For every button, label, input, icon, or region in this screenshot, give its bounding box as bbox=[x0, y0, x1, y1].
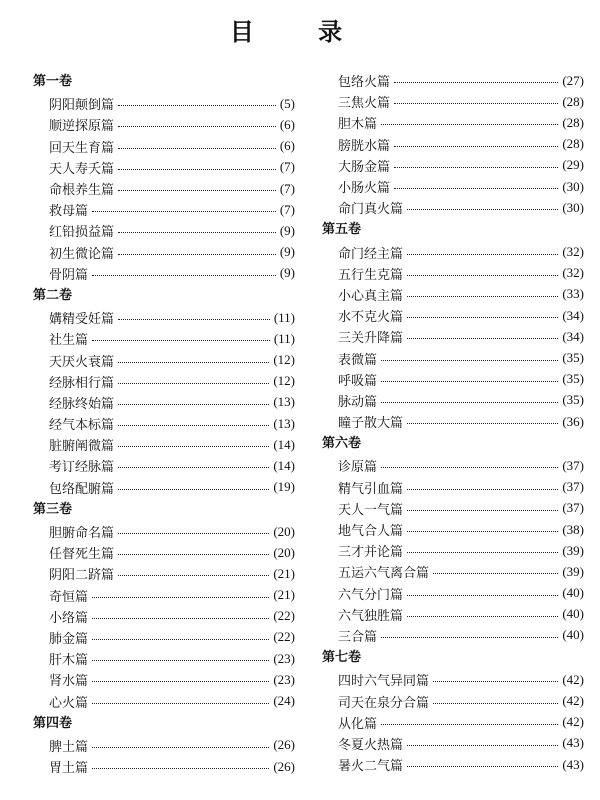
entry-title: 三合篇 bbox=[338, 629, 378, 645]
volume-heading: 第四卷 bbox=[33, 715, 73, 731]
entry-page-number: (22) bbox=[273, 608, 295, 624]
entry-page-number: (38) bbox=[562, 521, 584, 537]
dot-leader bbox=[118, 105, 276, 106]
entry-title: 肺金篇 bbox=[49, 631, 89, 647]
entry-title: 命门真火篇 bbox=[338, 202, 404, 218]
dot-leader bbox=[92, 597, 269, 598]
entry-page-number: (42) bbox=[562, 693, 584, 709]
entry-title: 命门经主篇 bbox=[338, 246, 404, 262]
dot-leader bbox=[381, 467, 558, 468]
entry-page-number: (37) bbox=[562, 500, 584, 516]
toc-entry bbox=[33, 307, 295, 328]
dot-leader bbox=[407, 209, 558, 210]
entry-page-number: (43) bbox=[562, 735, 584, 751]
toc-entry bbox=[33, 455, 295, 476]
entry-title: 呼吸篇 bbox=[338, 373, 378, 389]
entry-title: 心火篇 bbox=[49, 695, 89, 711]
toc-entry bbox=[322, 733, 584, 754]
entry-title: 五运六气离合篇 bbox=[338, 566, 430, 582]
entry-title: 脉动篇 bbox=[338, 394, 378, 410]
entry-page-number: (28) bbox=[562, 93, 584, 109]
entry-title: 天厌火衰篇 bbox=[49, 354, 115, 370]
entry-title: 三才并论篇 bbox=[338, 545, 404, 561]
entry-title: 回天生育篇 bbox=[49, 140, 115, 156]
entry-page-number: (7) bbox=[279, 159, 295, 175]
volume-heading: 第二卷 bbox=[33, 287, 73, 303]
entry-page-number: (42) bbox=[562, 714, 584, 730]
entry-title: 六气独胜篇 bbox=[338, 608, 404, 624]
entry-title: 命根养生篇 bbox=[49, 183, 115, 199]
dot-leader bbox=[407, 489, 558, 490]
toc-entry bbox=[33, 756, 295, 777]
entry-title: 天人一气篇 bbox=[338, 502, 404, 518]
entry-title: 阴阳二跻篇 bbox=[49, 568, 115, 584]
dot-leader bbox=[118, 148, 276, 149]
toc-entry bbox=[322, 242, 584, 263]
entry-page-number: (32) bbox=[562, 244, 584, 260]
dot-leader bbox=[433, 681, 558, 682]
volume-heading: 第五卷 bbox=[322, 222, 362, 238]
dot-leader bbox=[118, 254, 276, 255]
toc-entry bbox=[33, 477, 295, 498]
entry-page-number: (23) bbox=[273, 650, 295, 666]
toc-entry bbox=[33, 413, 295, 434]
entry-page-number: (24) bbox=[273, 693, 295, 709]
entry-page-number: (13) bbox=[273, 394, 295, 410]
dot-leader bbox=[381, 724, 558, 725]
toc-entry bbox=[33, 93, 295, 114]
entry-page-number: (26) bbox=[273, 758, 295, 774]
entry-page-number: (6) bbox=[279, 138, 295, 154]
dot-leader bbox=[118, 232, 276, 233]
entry-page-number: (43) bbox=[562, 756, 584, 772]
volume-heading: 第一卷 bbox=[33, 74, 73, 89]
entry-title: 脏腑阐微篇 bbox=[49, 439, 115, 455]
toc-entry bbox=[33, 542, 295, 563]
dot-leader bbox=[394, 167, 558, 168]
dot-leader bbox=[118, 169, 276, 170]
entry-page-number: (12) bbox=[273, 373, 295, 389]
entry-page-number: (7) bbox=[279, 201, 295, 217]
toc-entry bbox=[322, 305, 584, 326]
dot-leader bbox=[92, 639, 269, 640]
entry-page-number: (35) bbox=[562, 350, 584, 366]
entry-page-number: (9) bbox=[279, 244, 295, 260]
entry-page-number: (40) bbox=[562, 585, 584, 601]
toc-entry bbox=[322, 326, 584, 347]
entry-title: 救母篇 bbox=[49, 204, 89, 220]
entry-title: 小心真主篇 bbox=[338, 288, 404, 304]
entry-page-number: (32) bbox=[562, 265, 584, 281]
entry-title: 包络火篇 bbox=[338, 75, 391, 91]
toc-entry bbox=[322, 625, 584, 646]
entry-page-number: (40) bbox=[562, 606, 584, 622]
entry-title: 水不克火篇 bbox=[338, 310, 404, 326]
volume-heading: 第六卷 bbox=[322, 436, 362, 452]
entry-page-number: (23) bbox=[273, 671, 295, 687]
entry-title: 包络配腑篇 bbox=[49, 481, 115, 497]
toc-entry bbox=[322, 176, 584, 197]
dot-leader bbox=[394, 188, 558, 189]
entry-title: 社生篇 bbox=[49, 333, 89, 349]
toc-entry bbox=[33, 114, 295, 135]
dot-leader bbox=[407, 423, 558, 424]
toc-entry bbox=[33, 349, 295, 370]
entry-title: 六气分门篇 bbox=[338, 587, 404, 603]
entry-title: 五行生克篇 bbox=[338, 267, 404, 283]
dot-leader bbox=[433, 703, 558, 704]
dot-leader bbox=[118, 362, 269, 363]
entry-page-number: (35) bbox=[562, 371, 584, 387]
dot-leader bbox=[92, 747, 269, 748]
entry-title: 阴阳颠倒篇 bbox=[49, 98, 115, 114]
entry-title: 经气本标篇 bbox=[49, 418, 115, 434]
toc-entry bbox=[322, 134, 584, 155]
dot-leader bbox=[407, 254, 558, 255]
toc-entry bbox=[33, 136, 295, 157]
entry-title: 胆木篇 bbox=[338, 117, 378, 133]
entry-page-number: (20) bbox=[273, 544, 295, 560]
dot-leader bbox=[407, 616, 558, 617]
entry-title: 小络篇 bbox=[49, 610, 89, 626]
dot-leader bbox=[407, 317, 558, 318]
dot-leader bbox=[92, 681, 269, 682]
entry-title: 胆腑命名篇 bbox=[49, 526, 115, 542]
toc-entry bbox=[33, 434, 295, 455]
entry-title: 骨阴篇 bbox=[49, 267, 89, 283]
entry-title: 从化篇 bbox=[338, 716, 378, 732]
dot-leader bbox=[92, 660, 269, 661]
dot-leader bbox=[92, 768, 269, 769]
entry-page-number: (28) bbox=[562, 136, 584, 152]
toc-entry bbox=[322, 347, 584, 368]
toc-entry bbox=[33, 563, 295, 584]
entry-title: 经脉终始篇 bbox=[49, 396, 115, 412]
entry-page-number: (37) bbox=[562, 479, 584, 495]
toc-entry bbox=[322, 604, 584, 625]
toc-entry bbox=[322, 690, 584, 711]
entry-page-number: (21) bbox=[273, 587, 295, 603]
entry-title: 三关升降篇 bbox=[338, 331, 404, 347]
dot-leader bbox=[381, 381, 558, 382]
toc-entry bbox=[322, 112, 584, 133]
toc-entry bbox=[322, 91, 584, 112]
toc-entry bbox=[322, 498, 584, 519]
entry-page-number: (19) bbox=[273, 479, 295, 495]
entry-title: 顺逆探原篇 bbox=[49, 119, 115, 135]
toc-entry bbox=[322, 669, 584, 690]
dot-leader bbox=[407, 510, 558, 511]
entry-title: 瞳子散大篇 bbox=[338, 416, 404, 432]
entry-title: 经脉相行篇 bbox=[49, 375, 115, 391]
entry-page-number: (20) bbox=[273, 523, 295, 539]
entry-page-number: (40) bbox=[562, 627, 584, 643]
toc-entry bbox=[322, 754, 584, 775]
toc-entry bbox=[33, 585, 295, 606]
entry-page-number: (30) bbox=[562, 199, 584, 215]
dot-leader bbox=[118, 489, 269, 490]
dot-leader bbox=[92, 211, 276, 212]
dot-leader bbox=[118, 554, 269, 555]
dot-leader bbox=[381, 637, 558, 638]
toc-column-left bbox=[33, 70, 295, 777]
dot-leader bbox=[92, 618, 269, 619]
toc-entry bbox=[33, 157, 295, 178]
toc-entry bbox=[322, 70, 584, 91]
toc-entry bbox=[322, 583, 584, 604]
entry-page-number: (28) bbox=[562, 114, 584, 130]
entry-page-number: (21) bbox=[273, 565, 295, 581]
dot-leader bbox=[118, 533, 269, 534]
entry-page-number: (39) bbox=[562, 542, 584, 558]
toc-entry bbox=[322, 411, 584, 432]
dot-leader bbox=[118, 126, 276, 127]
entry-page-number: (34) bbox=[562, 307, 584, 323]
dot-leader bbox=[407, 338, 558, 339]
entry-title: 表微篇 bbox=[338, 352, 378, 368]
entry-title: 三焦火篇 bbox=[338, 96, 391, 112]
entry-page-number: (37) bbox=[562, 457, 584, 473]
entry-page-number: (35) bbox=[562, 392, 584, 408]
dot-leader bbox=[394, 82, 558, 83]
toc-entry bbox=[33, 328, 295, 349]
toc-entry bbox=[33, 263, 295, 284]
entry-page-number: (42) bbox=[562, 671, 584, 687]
entry-title: 胃土篇 bbox=[49, 761, 89, 777]
dot-leader bbox=[407, 531, 558, 532]
dot-leader bbox=[394, 146, 558, 147]
toc-entry bbox=[322, 477, 584, 498]
entry-title: 冬夏火热篇 bbox=[338, 737, 404, 753]
toc-entry bbox=[322, 390, 584, 411]
dot-leader bbox=[381, 124, 558, 125]
toc-entry bbox=[33, 392, 295, 413]
dot-leader bbox=[407, 275, 558, 276]
dot-leader bbox=[92, 703, 269, 704]
entry-title: 红铅损益篇 bbox=[49, 225, 115, 241]
entry-title: 天人寿夭篇 bbox=[49, 161, 115, 177]
volume-heading: 第七卷 bbox=[322, 650, 362, 666]
dot-leader bbox=[118, 383, 269, 384]
dot-leader bbox=[394, 103, 558, 104]
toc-entry bbox=[322, 369, 584, 390]
entry-page-number: (14) bbox=[273, 457, 295, 473]
entry-title: 媾精受妊篇 bbox=[49, 312, 115, 328]
entry-title: 任督死生篇 bbox=[49, 547, 115, 563]
volume-heading: 第三卷 bbox=[33, 501, 73, 517]
toc-entry bbox=[33, 242, 295, 263]
toc-entry bbox=[33, 521, 295, 542]
toc-entry bbox=[322, 540, 584, 561]
dot-leader bbox=[118, 575, 269, 576]
entry-title: 考订经脉篇 bbox=[49, 460, 115, 476]
dot-leader bbox=[118, 404, 269, 405]
dot-leader bbox=[407, 296, 558, 297]
toc-entry bbox=[33, 627, 295, 648]
dot-leader bbox=[407, 595, 558, 596]
entry-title: 膀胱水篇 bbox=[338, 138, 391, 154]
entry-page-number: (9) bbox=[279, 265, 295, 281]
dot-leader bbox=[381, 402, 558, 403]
entry-title: 精气引血篇 bbox=[338, 481, 404, 497]
entry-title: 初生微论篇 bbox=[49, 246, 115, 262]
entry-title: 奇恒篇 bbox=[49, 589, 89, 605]
toc-entry bbox=[33, 220, 295, 241]
entry-page-number: (39) bbox=[562, 563, 584, 579]
entry-title: 诊原篇 bbox=[338, 460, 378, 476]
dot-leader bbox=[407, 766, 558, 767]
entry-page-number: (36) bbox=[562, 413, 584, 429]
toc-entry bbox=[322, 455, 584, 476]
toc-entry bbox=[33, 669, 295, 690]
entry-page-number: (5) bbox=[279, 95, 295, 111]
entry-page-number: (33) bbox=[562, 286, 584, 302]
entry-page-number: (6) bbox=[279, 116, 295, 132]
toc-entry bbox=[33, 690, 295, 711]
entry-page-number: (9) bbox=[279, 222, 295, 238]
dot-leader bbox=[118, 446, 269, 447]
entry-title: 四时六气异同篇 bbox=[338, 674, 430, 690]
entry-page-number: (11) bbox=[273, 309, 295, 325]
entry-page-number: (14) bbox=[273, 436, 295, 452]
entry-page-number: (30) bbox=[562, 178, 584, 194]
entry-page-number: (11) bbox=[273, 330, 295, 346]
entry-title: 大肠金篇 bbox=[338, 159, 391, 175]
dot-leader bbox=[433, 573, 558, 574]
toc-column-right bbox=[322, 70, 584, 775]
toc-entry bbox=[322, 284, 584, 305]
toc-entry bbox=[33, 606, 295, 627]
entry-title: 地气合人篇 bbox=[338, 524, 404, 540]
entry-page-number: (22) bbox=[273, 629, 295, 645]
entry-title: 司天在泉分合篇 bbox=[338, 695, 430, 711]
dot-leader bbox=[118, 467, 269, 468]
toc-entry bbox=[33, 371, 295, 392]
entry-page-number: (7) bbox=[279, 180, 295, 196]
dot-leader bbox=[118, 319, 270, 320]
page-title: 目 录 bbox=[229, 17, 371, 46]
dot-leader bbox=[118, 190, 276, 191]
entry-title: 肝木篇 bbox=[49, 653, 89, 669]
toc-entry bbox=[322, 519, 584, 540]
entry-title: 小肠火篇 bbox=[338, 181, 391, 197]
toc-entry bbox=[33, 735, 295, 756]
entry-title: 脾土篇 bbox=[49, 739, 89, 755]
toc-entry bbox=[322, 155, 584, 176]
entry-page-number: (13) bbox=[273, 415, 295, 431]
toc-entry bbox=[322, 263, 584, 284]
entry-page-number: (27) bbox=[562, 72, 584, 88]
toc-entry bbox=[33, 648, 295, 669]
entry-page-number: (34) bbox=[562, 328, 584, 344]
dot-leader bbox=[118, 425, 269, 426]
entry-page-number: (29) bbox=[562, 157, 584, 173]
entry-title: 暑火二气篇 bbox=[338, 759, 404, 775]
entry-page-number: (12) bbox=[273, 352, 295, 368]
entry-page-number: (26) bbox=[273, 737, 295, 753]
dot-leader bbox=[92, 340, 270, 341]
entry-title: 肾水篇 bbox=[49, 674, 89, 690]
toc-entry bbox=[33, 199, 295, 220]
dot-leader bbox=[92, 275, 276, 276]
toc-entry bbox=[322, 712, 584, 733]
toc-entry bbox=[33, 178, 295, 199]
dot-leader bbox=[407, 552, 558, 553]
toc-entry bbox=[322, 561, 584, 582]
dot-leader bbox=[381, 360, 558, 361]
toc-entry bbox=[322, 197, 584, 218]
dot-leader bbox=[407, 745, 558, 746]
